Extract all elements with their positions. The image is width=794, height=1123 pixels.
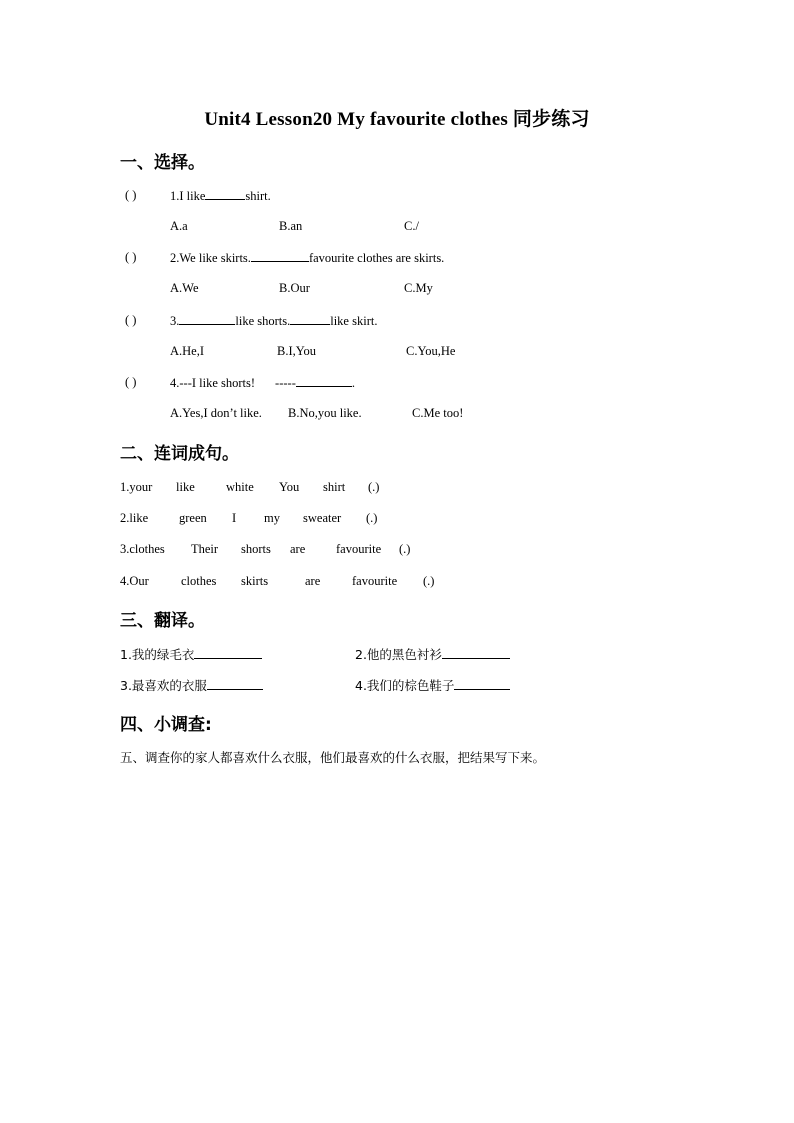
word-token: I (232, 511, 237, 525)
word-token: You (279, 480, 300, 494)
answer-paren[interactable]: ( ) (125, 188, 137, 202)
question-text: . (351, 376, 355, 390)
fill-blank[interactable] (194, 646, 262, 659)
word-token: (.) (423, 574, 435, 588)
word-token: favourite (352, 574, 398, 588)
word-token: 2.like (120, 511, 149, 525)
word-token: white (226, 480, 254, 494)
fill-blank[interactable] (251, 249, 309, 262)
fill-blank[interactable] (207, 677, 263, 690)
option-b[interactable]: B.I,You (277, 344, 317, 358)
option-c[interactable]: C.Me too! (412, 406, 464, 420)
fill-blank[interactable] (205, 187, 245, 200)
word-token: my (264, 511, 280, 525)
survey-instruction: 五、调查你的家人都喜欢什么衣服，他们最喜欢的什么衣服，把结果写下来。 (120, 750, 546, 765)
word-token: (.) (366, 511, 378, 525)
option-b[interactable]: B.an (279, 219, 303, 233)
translation-prompt: 2.他的黑色衬衫 (355, 647, 442, 662)
word-token: skirts (241, 574, 269, 588)
option-a[interactable]: A.Yes,I don’t like. (170, 406, 262, 420)
option-b[interactable]: B.Our (279, 281, 310, 295)
question-text: shirt. (245, 189, 271, 203)
option-a[interactable]: A.a (170, 219, 188, 233)
answer-paren[interactable]: ( ) (125, 313, 137, 327)
question-text: 2.We like skirts. (170, 251, 251, 265)
option-c[interactable]: C.You,He (406, 344, 456, 358)
question-text: like shorts. (235, 314, 291, 328)
question-text: like skirt. (330, 314, 378, 328)
word-token: clothes (181, 574, 217, 588)
translation-item (355, 677, 510, 694)
word-token: 4.Our (120, 574, 149, 588)
page-title: Unit4 Lesson20 My favourite clothes 同步练习 (204, 109, 590, 130)
word-token: sweater (303, 511, 342, 525)
word-token: are (305, 574, 321, 588)
question-text: 1.I like (170, 189, 206, 203)
translation-item (120, 677, 263, 694)
word-token: shirt (323, 480, 346, 494)
word-token: 1.your (120, 480, 153, 494)
translation-item (355, 646, 510, 663)
word-token: green (179, 511, 207, 525)
question-stem (170, 249, 444, 266)
fill-blank[interactable] (179, 312, 235, 325)
section-heading-sentence-building: 二、连词成句。 (120, 444, 239, 464)
question-stem (170, 374, 355, 391)
translation-prompt: 4.我们的棕色鞋子 (355, 678, 455, 693)
option-a[interactable]: A.He,I (170, 344, 205, 358)
question-stem (170, 187, 271, 204)
word-token: 3.clothes (120, 542, 165, 556)
word-token: Their (191, 542, 219, 556)
fill-blank[interactable] (442, 646, 510, 659)
question-text: ----- (275, 376, 296, 390)
option-c[interactable]: C.My (404, 281, 433, 295)
word-token: (.) (368, 480, 380, 494)
option-b[interactable]: B.No,you like. (288, 406, 362, 420)
translation-prompt: 3.最喜欢的衣服 (120, 678, 207, 693)
section-heading-choice: 一、选择。 (120, 153, 205, 173)
answer-paren[interactable]: ( ) (125, 375, 137, 389)
question-text: favourite clothes are skirts. (308, 251, 445, 265)
question-text: 4.---I like shorts! (170, 376, 256, 390)
word-token: like (176, 480, 195, 494)
section-heading-translation: 三、翻译。 (120, 611, 205, 631)
question-text: 3. (170, 314, 180, 328)
word-token: are (290, 542, 306, 556)
section-heading-survey: 四、小调查: (120, 715, 212, 735)
fill-blank[interactable] (296, 374, 352, 387)
option-a[interactable]: A.We (170, 281, 199, 295)
word-token: shorts (241, 542, 271, 556)
translation-item (120, 646, 262, 663)
word-token: favourite (336, 542, 382, 556)
fill-blank[interactable] (290, 312, 330, 325)
word-token: (.) (399, 542, 411, 556)
answer-paren[interactable]: ( ) (125, 250, 137, 264)
translation-prompt: 1.我的绿毛衣 (120, 647, 195, 662)
question-stem (170, 312, 377, 329)
fill-blank[interactable] (454, 677, 510, 690)
option-c[interactable]: C./ (404, 219, 419, 233)
